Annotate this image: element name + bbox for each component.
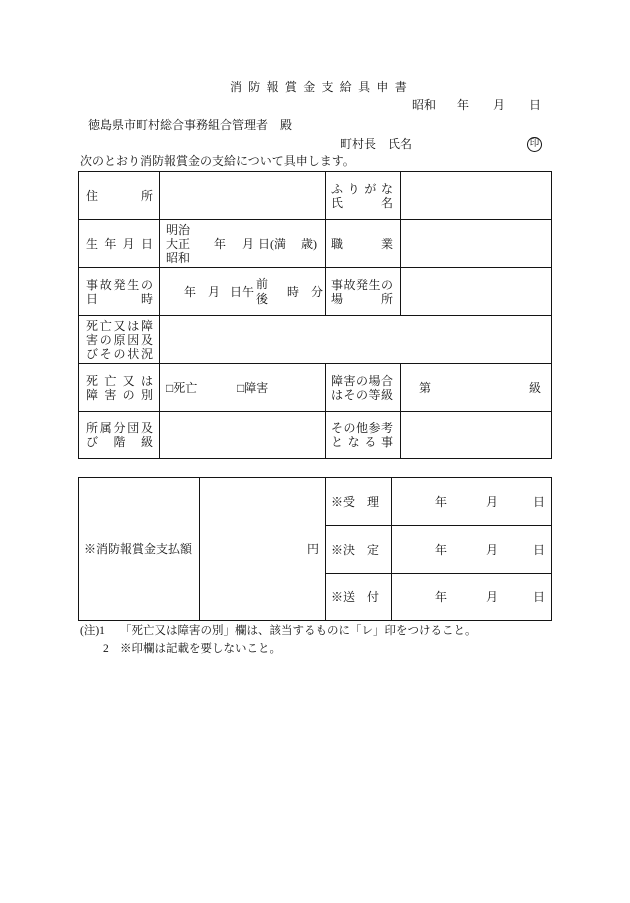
cause-label-line3 — [86, 347, 153, 361]
label-char: 因 — [127, 332, 140, 347]
birth-label-cell — [79, 220, 160, 268]
accident-pm-label: 後 — [256, 291, 269, 306]
birth-label — [86, 237, 153, 251]
label-char: 事 — [380, 435, 393, 449]
label-char: 害 — [343, 373, 356, 388]
accident-am-label: 前 — [256, 276, 269, 291]
unit-field — [160, 412, 326, 459]
grade-suffix: 級 — [529, 380, 542, 395]
label-char: 亡 — [104, 373, 117, 388]
label-char: 故 — [99, 277, 112, 292]
label-char: 及 — [140, 332, 153, 347]
amount-label-cell — [79, 478, 200, 621]
label-char: の — [343, 421, 356, 435]
label-char: 名 — [380, 195, 393, 210]
accident-minute-label: 分 — [311, 284, 324, 299]
option-death: □死亡 — [166, 380, 198, 395]
era-showa: 昭和 — [166, 250, 191, 265]
accident-place-label-line2 — [331, 292, 393, 306]
era-taisho: 大正 — [166, 236, 191, 251]
address-label-cell — [79, 172, 160, 220]
decided-year-label: 年 — [435, 542, 448, 557]
received-day-label: 日 — [533, 494, 546, 509]
label-char: 所 — [86, 421, 99, 435]
label-char: 場 — [368, 373, 381, 388]
sent-date-layout — [392, 575, 551, 619]
birth-date-layout — [160, 221, 325, 267]
grade-label-cell — [326, 364, 401, 412]
decided-month-label: 月 — [486, 542, 499, 557]
label-char: 発 — [355, 277, 368, 292]
accident-place-label-line1 — [331, 278, 393, 292]
sent-label-cell — [326, 574, 392, 621]
label-char: 参 — [368, 421, 381, 435]
signer-name-label: 氏名 — [388, 137, 413, 151]
label-char: 故 — [343, 277, 356, 292]
cause-label-cell — [79, 316, 160, 364]
label-char: 障 — [140, 318, 153, 333]
cause-field — [160, 316, 552, 364]
label-char: な — [380, 181, 393, 196]
type-options — [160, 365, 325, 411]
label-char: 状 — [127, 346, 140, 361]
label-char: 生 — [127, 277, 140, 292]
received-date-layout — [392, 480, 551, 524]
sent-year-label: 年 — [435, 590, 448, 604]
office-use-table — [78, 477, 552, 621]
sent-label: ※送 付 — [331, 590, 380, 604]
accident-time-label-cell — [79, 268, 160, 316]
label-char: 所 — [140, 188, 153, 203]
address-field — [160, 172, 326, 220]
accident-month-label: 月 — [208, 284, 221, 299]
row-unit-other — [79, 412, 552, 459]
name-field — [401, 172, 552, 220]
accident-time-label-line2 — [86, 292, 153, 306]
label-char: そ — [343, 387, 356, 402]
birth-year-label: 年 — [214, 236, 227, 251]
accident-time-field — [160, 268, 326, 316]
label-char: 住 — [86, 188, 99, 203]
label-char: と — [331, 435, 344, 449]
label-char: の — [140, 277, 153, 292]
label-char: 死 — [86, 318, 99, 333]
decided-day-label: 日 — [533, 542, 546, 557]
accident-hour-label: 時 — [287, 284, 300, 299]
decided-date-field — [392, 526, 552, 574]
sent-date-field — [392, 574, 552, 621]
label-char: 日 — [86, 291, 99, 306]
other-label-line1 — [331, 421, 393, 435]
label-char: な — [347, 435, 360, 449]
grade-layout — [401, 365, 551, 411]
birth-day-label: 日(満 — [258, 236, 286, 251]
label-char: 氏 — [331, 195, 344, 210]
office-row-received — [79, 478, 552, 526]
unit-label-line1 — [86, 421, 153, 435]
received-year-label: 年 — [435, 494, 448, 509]
accident-time-layout — [160, 269, 325, 315]
label-char: 級 — [140, 435, 153, 449]
label-char: 業 — [380, 236, 393, 251]
label-char: 発 — [113, 277, 126, 292]
cause-label-line1 — [86, 319, 153, 333]
label-char: 分 — [113, 421, 126, 435]
label-char: 級 — [380, 387, 393, 402]
label-char: 所 — [380, 291, 393, 306]
note-1-marker: (注)1 — [80, 625, 105, 637]
decided-date-layout — [392, 528, 551, 572]
application-table — [78, 171, 552, 459]
note-2-text: ※印欄は記載を要しないこと。 — [120, 643, 281, 655]
age-label: 歳) — [301, 236, 317, 251]
label-char: 事 — [331, 277, 344, 292]
row-accident — [79, 268, 552, 316]
label-char: 生 — [86, 236, 99, 251]
received-date-field — [392, 478, 552, 526]
occupation-field — [401, 220, 552, 268]
label-char: そ — [99, 346, 112, 361]
label-char: 生 — [368, 277, 381, 292]
label-char: び — [86, 346, 99, 361]
name-label — [331, 196, 393, 210]
label-char: 亡 — [99, 318, 112, 333]
row-address-name — [79, 172, 552, 220]
received-label-cell — [326, 478, 392, 526]
label-char: の — [122, 387, 135, 402]
label-char: 別 — [140, 387, 153, 402]
occupation-label-cell — [326, 220, 401, 268]
accident-place-label-cell — [326, 268, 401, 316]
label-char: 合 — [380, 373, 393, 388]
label-char: 及 — [140, 421, 153, 435]
sent-day-label: 日 — [533, 590, 546, 604]
cause-label-line2 — [86, 333, 153, 347]
address-label — [86, 189, 153, 203]
intro-text: 次のとおり消防報賞金の支給について具申します。 — [80, 154, 355, 168]
name-label-cell — [326, 172, 401, 220]
grade-prefix: 第 — [419, 380, 432, 395]
grade-label-line2 — [331, 388, 393, 402]
date-day-label: 日 — [529, 98, 542, 112]
label-char: る — [364, 435, 377, 449]
label-char: の — [113, 346, 126, 361]
label-char: 年 — [104, 236, 117, 251]
label-char: り — [347, 181, 360, 196]
label-char: の — [99, 332, 112, 347]
grade-field — [401, 364, 552, 412]
accident-place-field — [401, 268, 552, 316]
label-char: 障 — [86, 387, 99, 402]
birth-month-label: 月 — [242, 236, 255, 251]
label-char: 属 — [99, 421, 112, 435]
label-char: 階 — [113, 435, 126, 449]
row-type-grade — [79, 364, 552, 412]
decided-label-cell — [326, 526, 392, 574]
accident-year-label: 年 — [184, 284, 197, 299]
label-char: の — [355, 373, 368, 388]
signer-title: 町村長 — [340, 137, 377, 151]
label-char: 害 — [86, 332, 99, 347]
note-1-text: 「死亡又は障害の別」欄は、該当するものに「レ」印をつけること。 — [120, 625, 477, 637]
received-label: ※受 理 — [331, 494, 380, 509]
furigana-label — [331, 182, 393, 196]
type-label-cell — [79, 364, 160, 412]
other-label-line2 — [331, 435, 393, 449]
label-char: ふ — [331, 181, 344, 196]
type-label-line2 — [86, 388, 153, 402]
grade-label-line1 — [331, 374, 393, 388]
label-char: 時 — [140, 291, 153, 306]
label-char: は — [127, 318, 140, 333]
occupation-label — [331, 237, 393, 251]
type-label-line1 — [86, 374, 153, 388]
label-char: 原 — [113, 332, 126, 347]
label-char: 等 — [368, 387, 381, 402]
date-era: 昭和 — [412, 98, 437, 112]
label-char: 場 — [331, 291, 344, 306]
label-char: 又 — [122, 373, 135, 388]
addressee: 徳島県市町村総合事務組合管理者 殿 — [88, 118, 293, 132]
currency-label: 円 — [306, 542, 319, 556]
label-char: 日 — [140, 236, 153, 251]
birth-date-field — [160, 220, 326, 268]
label-char: の — [380, 277, 393, 292]
option-disability: □障害 — [237, 380, 269, 395]
label-char: は — [331, 387, 344, 402]
unit-label-cell — [79, 412, 160, 459]
label-char: は — [140, 373, 153, 388]
accident-time-label-line1 — [86, 278, 153, 292]
decided-label: ※決 定 — [331, 542, 380, 557]
type-field — [160, 364, 326, 412]
label-char: 職 — [331, 236, 344, 251]
label-char: 団 — [127, 421, 140, 435]
accident-day-label: 日午 — [230, 284, 255, 299]
row-cause — [79, 316, 552, 364]
document-title: 消防報賞金支給具申書 — [230, 80, 414, 94]
row-birth-occupation — [79, 220, 552, 268]
label-char: 死 — [86, 373, 99, 388]
label-char: 又 — [113, 318, 126, 333]
amount-label: ※消防報賞金支払額 — [84, 542, 193, 556]
note-2-marker: 2 — [103, 643, 109, 655]
label-char: 月 — [122, 236, 135, 251]
label-char: 況 — [140, 346, 153, 361]
label-char: 害 — [104, 387, 117, 402]
seal-mark: 印 — [527, 137, 542, 152]
label-char: 障 — [331, 373, 344, 388]
sent-month-label: 月 — [486, 590, 499, 604]
date-month-label: 月 — [493, 98, 506, 112]
era-options — [166, 223, 190, 265]
received-month-label: 月 — [486, 494, 499, 509]
label-char: 考 — [380, 421, 393, 435]
other-label-cell — [326, 412, 401, 459]
label-char: の — [355, 387, 368, 402]
label-char: 他 — [355, 421, 368, 435]
date-year-label: 年 — [457, 98, 470, 112]
amount-field — [200, 478, 326, 621]
label-char: が — [364, 181, 377, 196]
label-char: び — [86, 435, 99, 449]
unit-label-line2 — [86, 435, 153, 449]
other-field — [401, 412, 552, 459]
label-char: そ — [331, 421, 344, 435]
label-char: 事 — [86, 277, 99, 292]
era-meiji: 明治 — [166, 222, 191, 237]
